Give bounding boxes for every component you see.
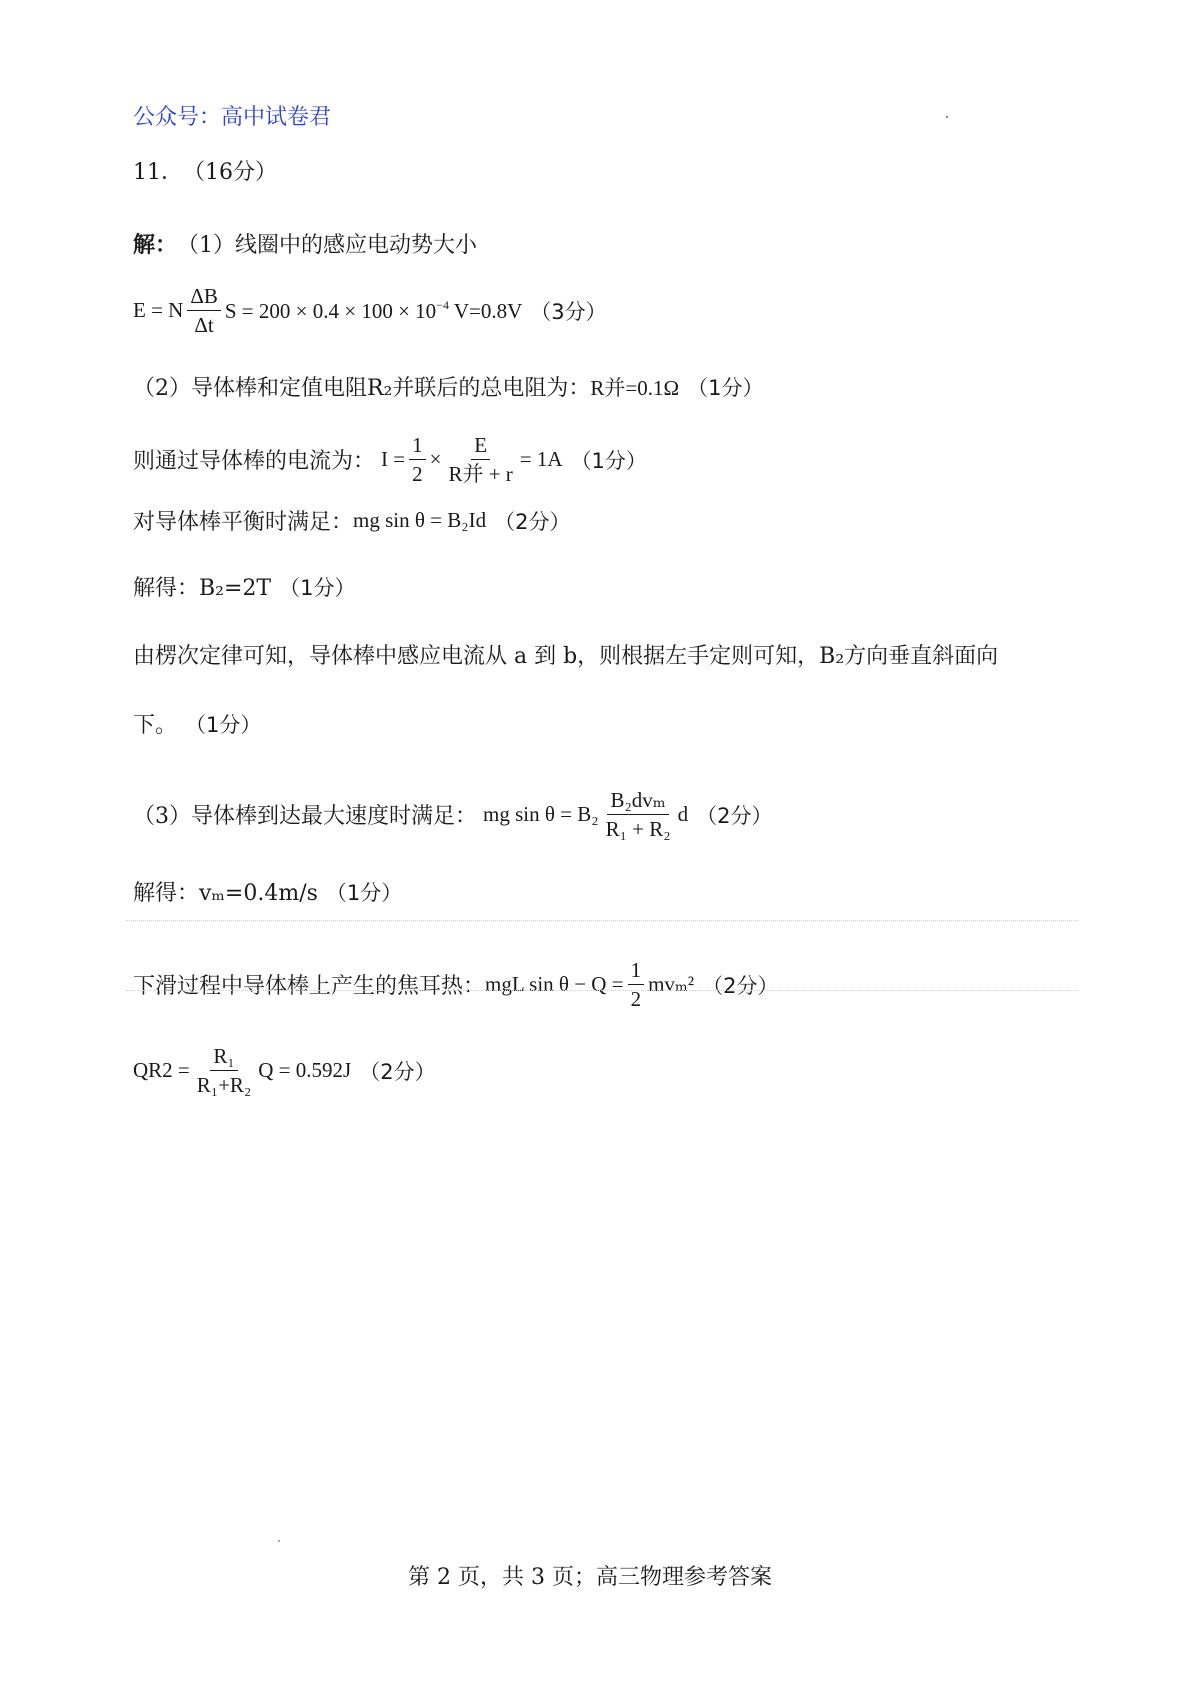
question-header <box>133 155 277 186</box>
fraction-denominator: R₁ + R₂ <box>605 817 671 842</box>
max-speed-lhs: mg sin θ = B₂ <box>483 802 599 827</box>
score-badge: （1分） <box>687 375 764 400</box>
fraction-numerator: R₁ <box>210 1044 237 1071</box>
part2-current <box>133 433 647 486</box>
score-badge: （1分） <box>570 448 647 473</box>
decorative-dot <box>278 1540 280 1542</box>
page-footer: 第 2 页，共 3 页；高三物理参考答案 <box>408 1565 772 1590</box>
fraction-numerator: E <box>471 433 490 460</box>
max-speed-tail: d <box>677 802 689 827</box>
part2-balance <box>133 505 570 536</box>
score-badge: （2分） <box>702 973 779 998</box>
fraction-denominator: R并 + r <box>448 462 513 487</box>
emf-rhs-b: V=0.8V <box>453 298 523 323</box>
qr2-rhs: Q = 0.592J <box>258 1058 352 1083</box>
direction-line-1 <box>133 639 998 670</box>
fraction-denominator: 2 <box>630 987 642 1012</box>
part3-heat <box>133 958 778 1011</box>
part3-max-speed <box>133 788 772 841</box>
half-fraction <box>409 433 426 486</box>
qr2-lhs: QR2 = <box>133 1058 190 1083</box>
current-rhs: = 1A <box>519 447 563 472</box>
fraction-denominator: Δt <box>194 313 214 338</box>
fraction-numerator: 1 <box>409 433 426 460</box>
dotted-divider <box>126 990 1078 991</box>
dotted-divider <box>126 920 1078 921</box>
fraction-numerator: ΔB <box>187 284 221 311</box>
balance-equation: mg sin θ = B₂Id <box>353 508 487 532</box>
fraction-numerator: B₂dvₘ <box>607 788 668 815</box>
fraction-numerator: 1 <box>628 958 645 985</box>
fraction-denominator: R₁+R₂ <box>196 1073 252 1098</box>
heat-rhs: mvₘ² <box>648 972 695 997</box>
total-resistance-value: R并=0.1Ω <box>590 375 680 400</box>
question-points: （16分） <box>183 160 277 185</box>
max-speed-text: （3）导体棒到达最大速度时满足： <box>133 804 477 830</box>
half-fraction <box>628 958 645 1011</box>
emf-exponent: −4 <box>436 297 449 312</box>
direction-text-1: 由楞次定律可知，导体棒中感应电流从 a 到 b，则根据左手定则可知，B₂方向垂直斜面向 <box>133 644 999 669</box>
part1-intro-line <box>133 228 477 259</box>
heat-text: 下滑过程中导体棒上产生的焦耳热： <box>133 974 486 1000</box>
watermark-text: 公众号：高中试卷君 <box>133 105 332 130</box>
emf-rhs <box>225 298 522 324</box>
solution-label: 解： <box>133 232 178 258</box>
balance-text: 对导体棒平衡时满足： <box>133 510 354 535</box>
score-badge: （1分） <box>185 712 262 737</box>
current-lhs: I = <box>381 447 406 472</box>
total-resistance-text: （2）导体棒和定值电阻R₂并联后的总电阻为： <box>133 376 591 401</box>
vm-result: 解得：vₘ=0.4m/s <box>133 881 318 906</box>
fraction-denominator: 2 <box>412 462 423 487</box>
score-badge: （2分） <box>696 803 773 828</box>
b2-result: 解得：B₂=2T <box>133 576 272 601</box>
flux-rate-fraction <box>187 284 221 337</box>
heat-lhs: mgL sin θ − Q = <box>485 972 624 997</box>
score-badge: （1分） <box>325 880 403 905</box>
emf-lhs: E = N <box>133 298 184 323</box>
decorative-dot <box>946 116 948 118</box>
score-badge: （2分） <box>359 1059 436 1084</box>
score-badge: （3分） <box>530 299 607 324</box>
question-number: 11． <box>133 160 183 185</box>
part1-equation <box>133 284 607 337</box>
part3-qr2 <box>133 1044 436 1097</box>
current-text: 则通过导体棒的电流为： <box>133 449 376 475</box>
part2-result <box>133 571 355 602</box>
direction-text-2: 下。 <box>133 713 178 738</box>
resistance-ratio-fraction <box>194 1044 255 1097</box>
part1-intro: （1）线圈中的感应电动势大小 <box>177 233 478 258</box>
emf-rhs-a: S = 200 × 0.4 × 100 × 10 <box>224 298 437 323</box>
score-badge: （1分） <box>279 575 356 600</box>
times-sign: × <box>429 447 442 472</box>
emf-over-resistance-fraction <box>445 433 515 486</box>
score-badge: （2分） <box>494 509 571 534</box>
max-speed-fraction <box>603 788 674 841</box>
direction-line-2 <box>133 708 261 739</box>
part3-result <box>133 876 402 907</box>
part2-total-resistance <box>133 371 763 402</box>
